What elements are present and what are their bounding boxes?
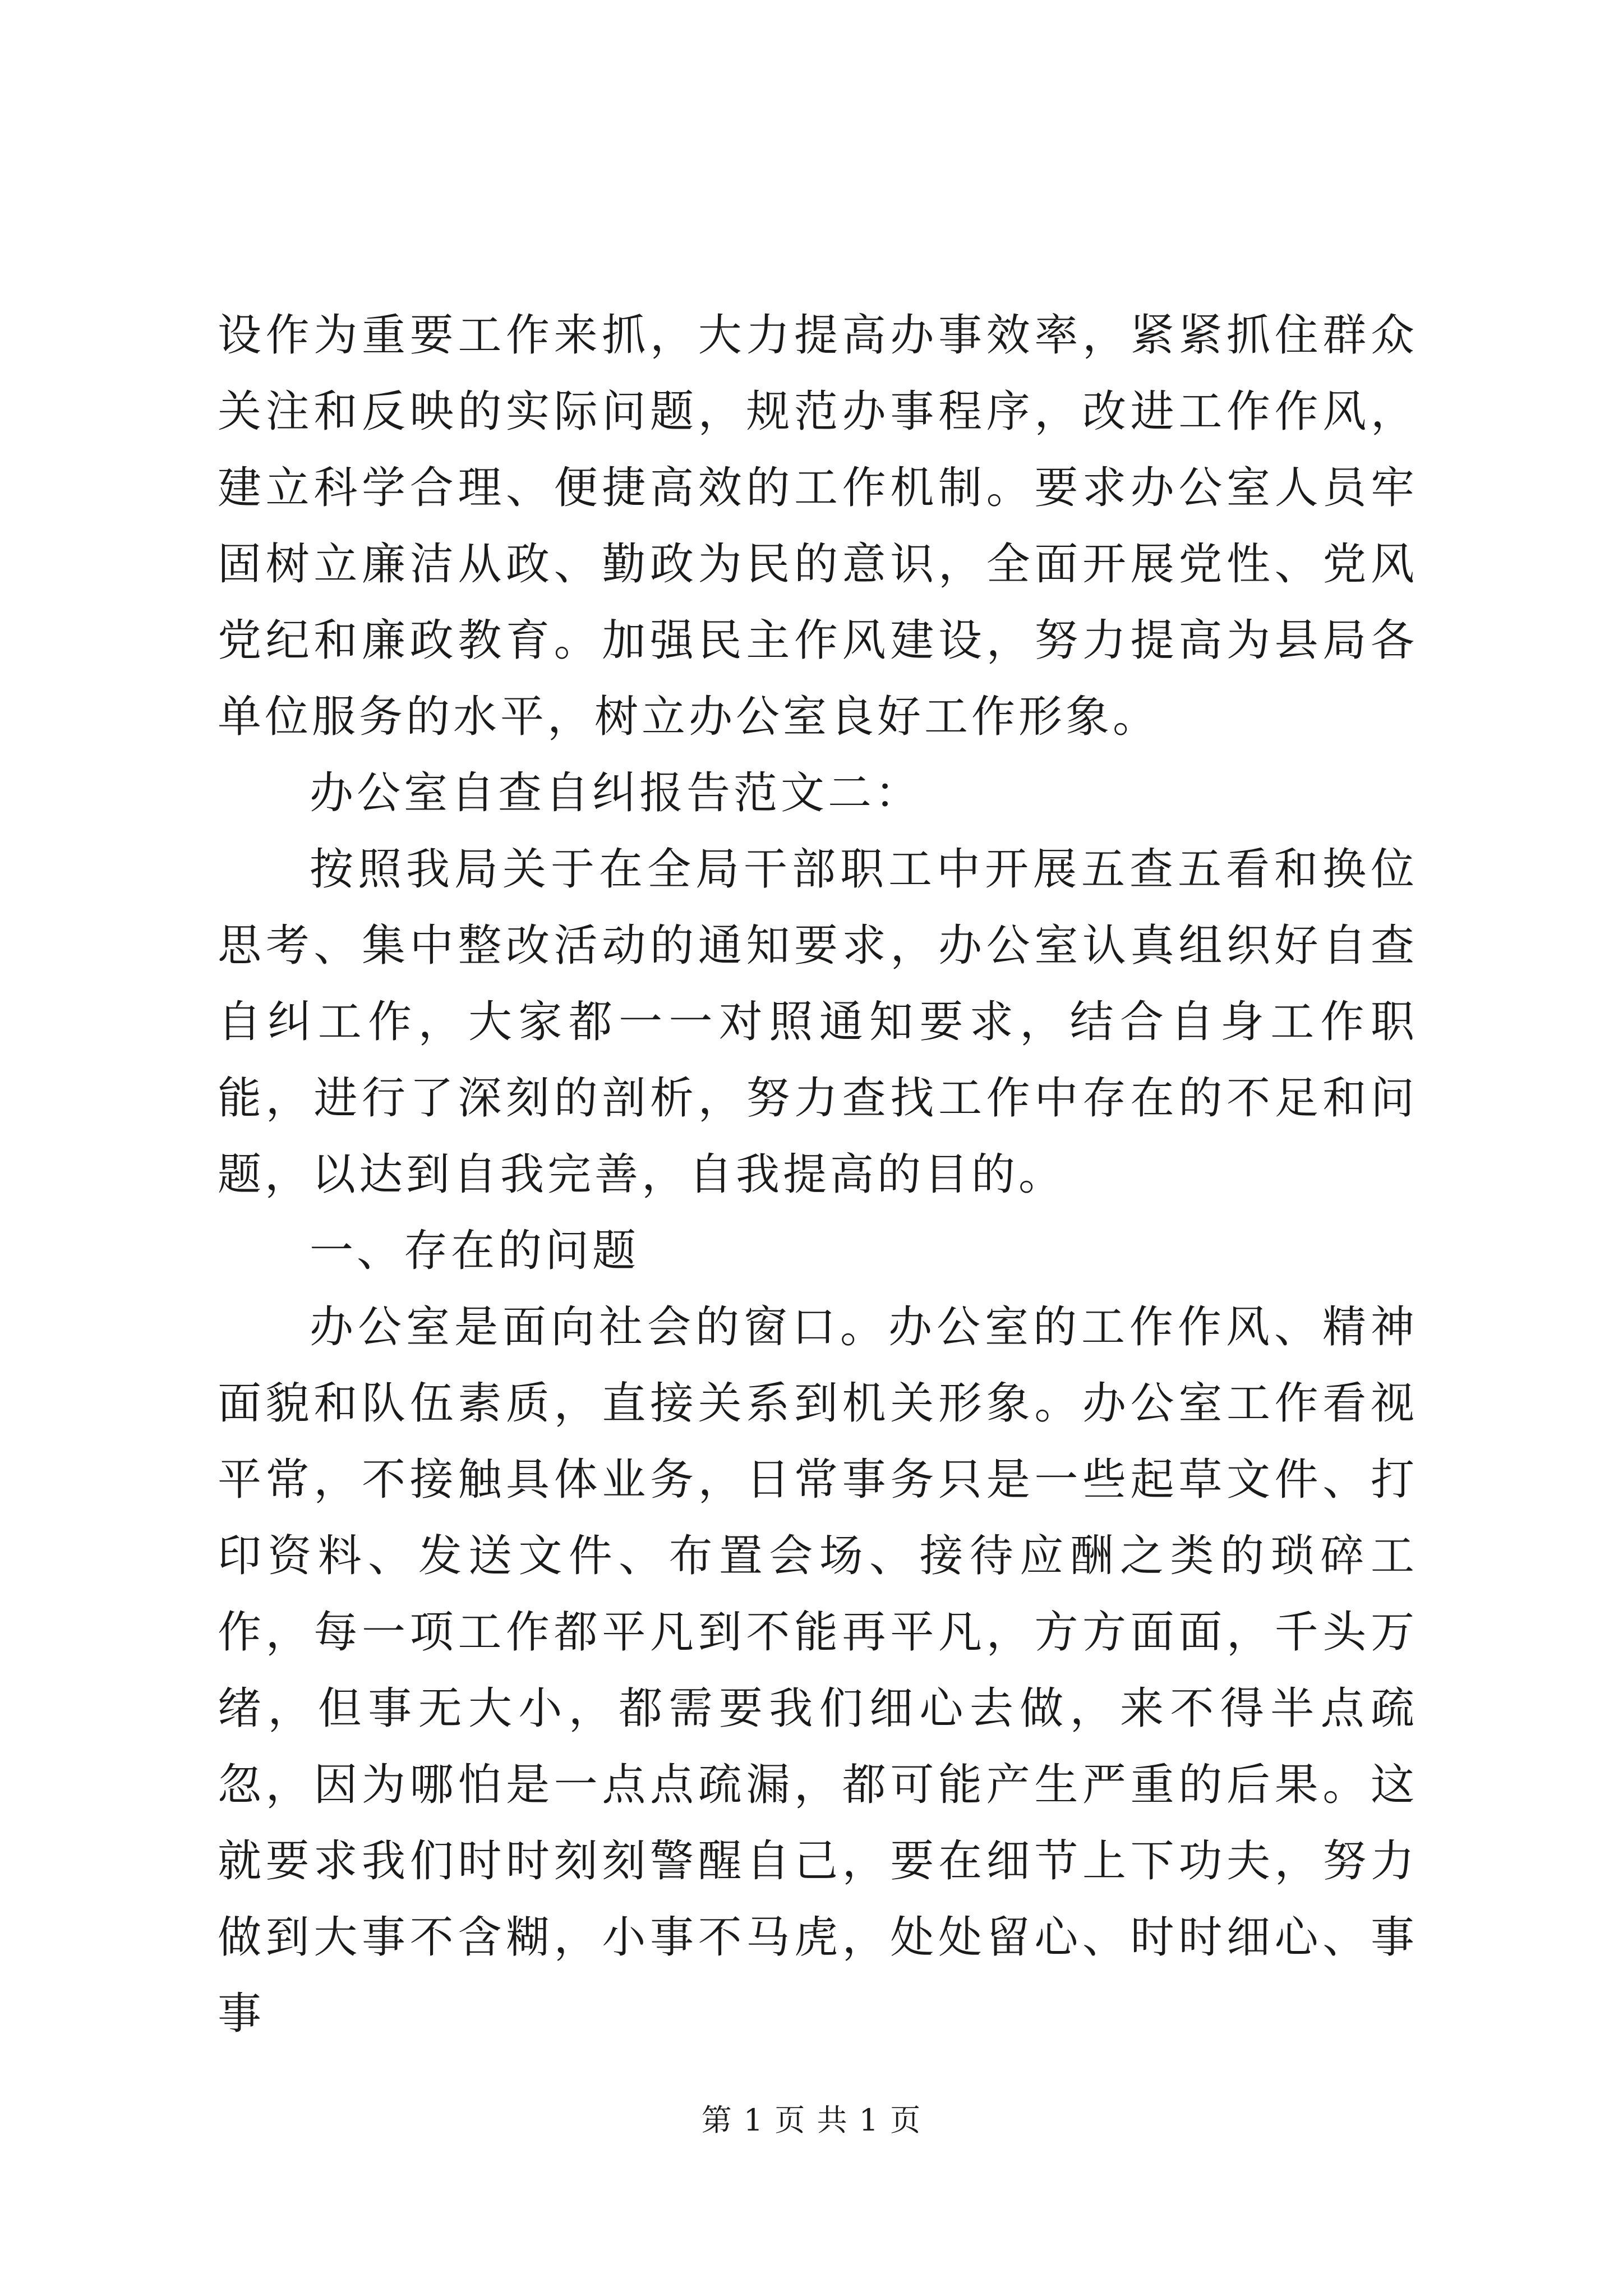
paragraph-problems: 办公室是面向社会的窗口。办公室的工作作风、精神面貌和队伍素质，直接关系到机关形象。办公室工作看视平常，不接触具体业务，日常事务只是一些起草文件、打印资料、发送文件、布置会场、接待应酬之类的琐碎工作，每一项工作都平凡到不能再平凡，方方面面，千头万绪，但事无大小，都需要我们细心去做，来不得半点疏忽，因为哪怕是一点点疏漏，都可能产生严重的后果。这就要求我们时时刻刻警醒自己，要在细节上下功夫，努力做到大事不含糊，小事不马虎，处处留心、时时细心、事事 [218,1302,1418,2039]
page-footer: 第 1 页 共 1 页 [701,2102,922,2138]
paragraph-continuation: 设作为重要工作来抓，大力提高办事效率，紧紧抓住群众关注和反映的实际问题，规范办事程序，改进工作作风，建立科学合理、便捷高效的工作机制。要求办公室人员牢固树立廉洁从政、勤政为民的意识，全面开展党性、党风党纪和廉政教育。加强民主作风建设，努力提高为县局各单位服务的水平，树立办公室良好工作形象。 [218,310,1418,742]
paragraph-heading-sample-two: 办公室自查自纠报告范文二： [310,768,923,818]
document-body [218,297,1418,2052]
paragraph-intro: 按照我局关于在全局干部职工中开展五查五看和换位思考、集中整改活动的通知要求，办公室认真组织好自查自纠工作，大家都一一对照通知要求，结合自身工作职能，进行了深刻的剖析，努力查找工作中存在的不足和问题，以达到自我完善，自我提高的目的。 [218,844,1418,1200]
section-heading-problems: 一、存在的问题 [310,1226,640,1276]
